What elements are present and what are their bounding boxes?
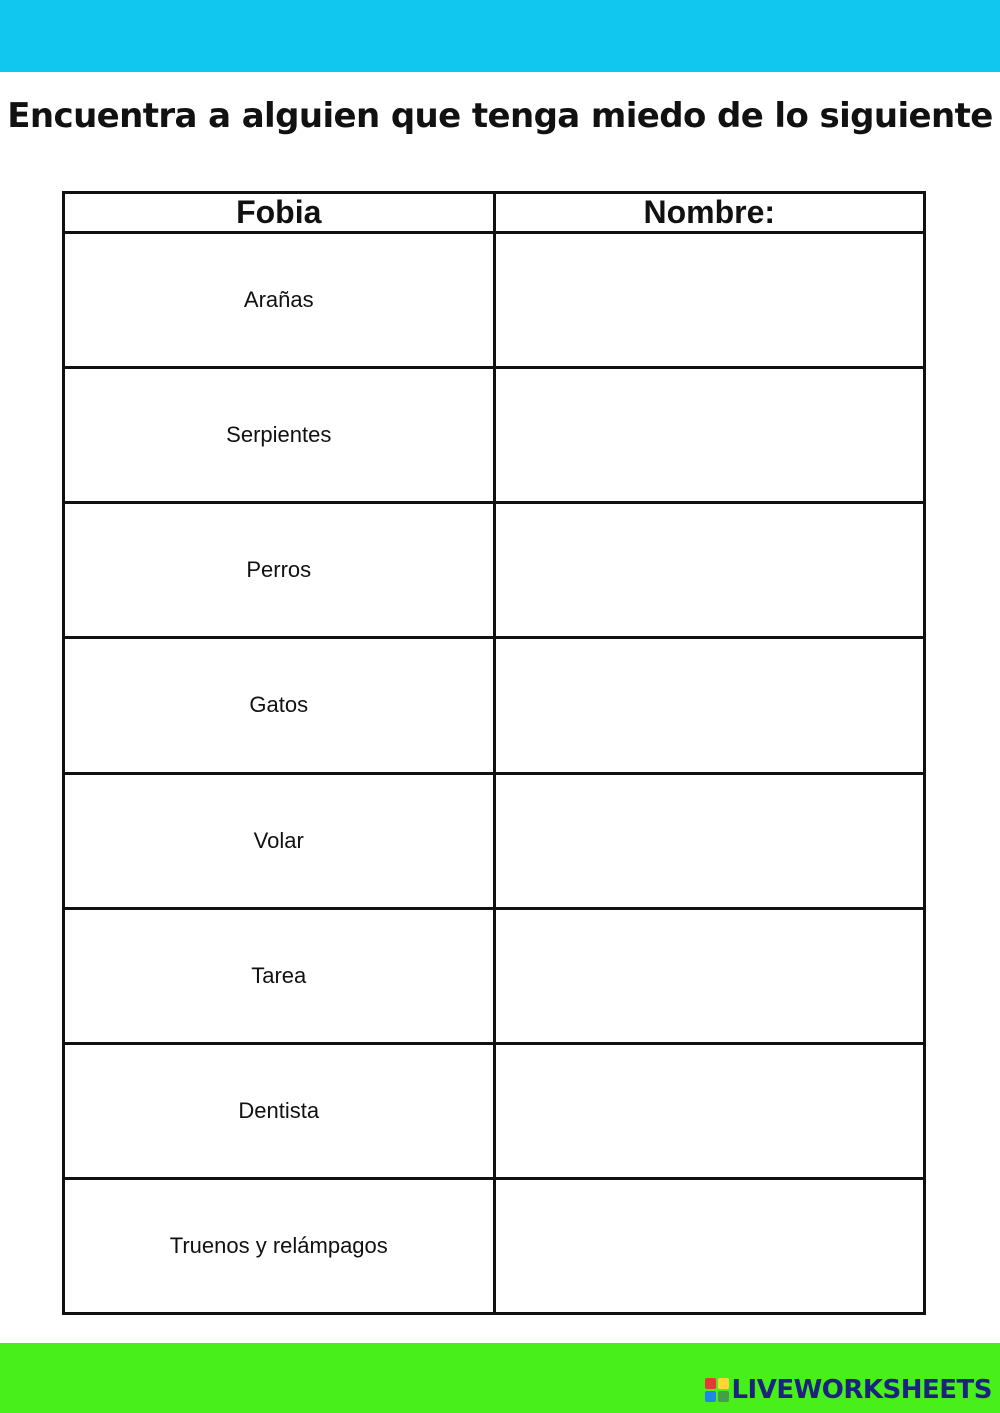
page-title: Encuentra a alguien que tenga miedo de lo siguiente [7, 96, 993, 136]
phobia-table [62, 191, 926, 1315]
table-row [64, 908, 925, 1043]
phobia-cell: Dentista [64, 1043, 495, 1178]
name-answer-cell[interactable] [494, 1043, 925, 1178]
table-row [64, 773, 925, 908]
name-answer-cell[interactable] [494, 233, 925, 368]
name-answer-cell[interactable] [494, 908, 925, 1043]
name-answer-cell[interactable] [494, 638, 925, 773]
header-nombre: Nombre: [494, 193, 925, 233]
logo-mark-icon [705, 1378, 729, 1402]
name-answer-cell[interactable] [494, 773, 925, 908]
name-answer-cell[interactable] [494, 503, 925, 638]
phobia-cell: Serpientes [64, 368, 495, 503]
phobia-cell: Gatos [64, 638, 495, 773]
name-answer-cell[interactable] [494, 1178, 925, 1313]
table-row [64, 1178, 925, 1313]
name-answer-cell[interactable] [494, 368, 925, 503]
phobia-cell: Perros [64, 503, 495, 638]
phobia-cell: Arañas [64, 233, 495, 368]
phobia-cell: Tarea [64, 908, 495, 1043]
header-fobia: Fobia [64, 193, 495, 233]
table-row [64, 638, 925, 773]
table-row [64, 1043, 925, 1178]
table-row [64, 233, 925, 368]
phobia-cell: Truenos y relámpagos [64, 1178, 495, 1313]
table-row [64, 503, 925, 638]
top-color-bar [0, 0, 1000, 72]
logo-text: LIVEWORKSHEETS [731, 1375, 992, 1405]
phobia-cell: Volar [64, 773, 495, 908]
liveworksheets-logo [705, 1370, 992, 1410]
table-header-row [64, 193, 925, 233]
table-row [64, 368, 925, 503]
